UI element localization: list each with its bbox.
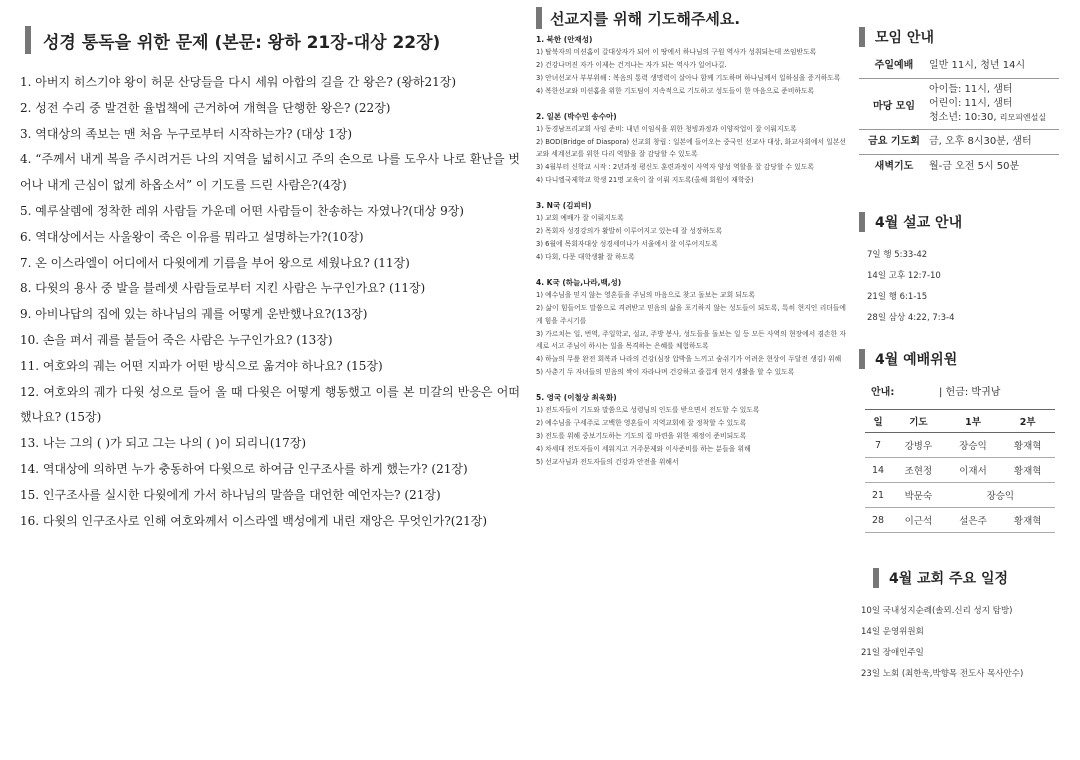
- prayer-item: 4) 복한선교와 미션홈을 위한 기도팀이 지속적으로 기도하고 성도들이 한 마음으로 준비하도록: [536, 86, 815, 95]
- question-item: 11. 여호와의 궤는 어떤 지파가 어떤 방식으로 옮겨야 하나요? (15장): [20, 358, 383, 373]
- prayer-item: 2) 삶이 힘들어도 말씀으로 격려받고 믿음의 삶을 포기하지 않는 성도들이 되도록, 특히 현지인 리더들에게 힘을 주시기를: [536, 303, 846, 325]
- mission-section-uk: [536, 391, 846, 469]
- meeting-title: 모임 안내: [875, 30, 934, 46]
- meeting-value: [929, 79, 1059, 129]
- section-name: 1. 북한 (안재성): [536, 35, 593, 44]
- question-item: 7. 온 이스라엘이 어디에서 다윗에게 기름을 부어 왕으로 세웠나요? (11장): [20, 255, 410, 270]
- cell: 21: [865, 483, 891, 508]
- question-item: 16. 다윗의 인구조사로 인해 여호와께서 이스라엘 백성에게 내린 재앙은 무엇인가?(21장): [20, 513, 488, 528]
- prayer-item: 3) 6월에 목회자대상 성경세미나가 서울에서 잘 이루어지도록: [536, 239, 718, 248]
- question-list: [20, 70, 520, 534]
- mission-title: 선교지를 위해 기도해주세요.: [550, 9, 741, 28]
- meeting-label: 새벽기도: [874, 161, 914, 172]
- sermon-header: [859, 212, 962, 232]
- mission-section-japan: [536, 110, 846, 188]
- cell: 황재혁: [1000, 508, 1055, 533]
- col-header: 2부: [1000, 410, 1055, 433]
- sermon-item: 21일 행 6:1-15: [867, 292, 928, 302]
- meeting-label: 주일예배: [874, 60, 914, 71]
- worship-header-row: [865, 410, 1055, 433]
- meeting-row: [859, 155, 1059, 179]
- prayer-item: 4) 차세대 전도자들이 세워지고 거주문제와 이사준비를 하는 분들을 위해: [536, 444, 751, 453]
- meeting-header: [859, 27, 934, 47]
- mission-section-north-korea: [536, 33, 846, 98]
- cell: 7: [865, 433, 891, 458]
- mission-header: [536, 7, 740, 29]
- schedule-list: [861, 601, 1023, 685]
- section-name: 5. 영국 (이철상 최욱화): [536, 393, 617, 403]
- cell: 박문숙: [891, 483, 946, 508]
- cell: 강병우: [891, 433, 946, 458]
- schedule-item: 10일 국내성지순례(솔뫼.신리 성지 탐방): [861, 606, 1013, 616]
- table-row: [865, 508, 1055, 533]
- meeting-value: 일반 11시, 청년 14시: [929, 60, 1026, 71]
- cell: 14: [865, 458, 891, 483]
- prayer-item: 1) 전도자들이 기도와 말씀으로 성령님의 인도를 받으면서 전도할 수 있도록: [536, 406, 760, 415]
- question-item: 10. 손을 펴서 궤를 붙들어 죽은 사람은 누구인가요? (13장): [20, 332, 333, 347]
- section-name: 3. N국 (김피터): [536, 201, 592, 211]
- title-bar-marker: [873, 568, 879, 588]
- schedule-item: 21일 장애인주일: [861, 648, 924, 658]
- table-row: [865, 458, 1055, 483]
- prayer-item: 2) 예수님을 구세주로 고백한 영혼들이 지역교회에 잘 정착할 수 있도록: [536, 419, 747, 428]
- cell: 28: [865, 508, 891, 533]
- col-header: 1부: [946, 410, 1001, 433]
- cell: 장승익: [946, 483, 1055, 508]
- title-bar-marker: [536, 7, 542, 29]
- question-item: 14. 역대상에 의하면 누가 충동하여 다윗으로 하여금 인구조사를 하게 했는가? (21장): [20, 461, 468, 476]
- title-bar-marker: [25, 26, 31, 54]
- question-item: 4. “주께서 내게 복을 주시려거든 나의 지역을 넓히시고 주의 손으로 나를 도우사 나로 환난을 벗어나 내게 근심이 없게 하옵소서” 이 기도를 드린 사람은?(4장): [20, 152, 520, 193]
- meeting-value: 월-금 오전 5시 50분: [929, 161, 1020, 172]
- section-name: 2. 일본 (박수민 송수아): [536, 111, 617, 121]
- prayer-item: 1) 탈북자의 미션홈이 갈대상자가 되어 이 땅에서 하나님의 구원 역사가 성취되는데 쓰임받도록: [536, 48, 817, 56]
- cell: 이재서: [946, 458, 1001, 483]
- question-item: 2. 성전 수리 중 발견한 율법책에 근거하여 개혁을 단행한 왕은? (22장): [20, 100, 391, 115]
- cell: 이근석: [891, 508, 946, 533]
- prayer-item: 3) 4월부터 신학교 시작 : 2년과정 평신도 훈련과정이 사역자 양성 역할을 잘 감당할 수 있도록: [536, 163, 814, 172]
- meeting-line-text: 청소년: 10:30,: [929, 112, 1000, 123]
- table-row: [865, 433, 1055, 458]
- meeting-label: 마당 모임: [872, 100, 916, 112]
- question-item: 12. 여호와의 궤가 다윗 성으로 들어 올 때 다윗은 어떻게 행동했고 이를 본 미갈의 반응은 어떠했나요? (15장): [20, 384, 520, 425]
- section-name: 4. K국 (하늘,나라,백,성): [536, 277, 622, 287]
- meeting-row: [859, 130, 1059, 155]
- prayer-item: 5) 사춘기 두 자녀들의 믿음의 싹이 자라나며 건강하고 즐겁게 현지 생활을 할 수 있도록: [536, 368, 795, 377]
- meeting-line: 어린이: 11시, 샘터: [929, 98, 1013, 109]
- prayer-item: 3) 전도를 위해 중보기도하는 기도의 집 마련을 위한 재정이 준비되도록: [536, 431, 747, 440]
- sermon-item: 14일 고후 12:7-10: [867, 271, 941, 281]
- schedule-title: 4월 교회 주요 일정: [889, 571, 1009, 587]
- sermon-list: [867, 245, 955, 329]
- prayer-item: 2) 건강나머진 자가 이제는 건겨나는 자가 되는 역사가 일어나길.: [536, 60, 727, 69]
- meeting-label: 금요 기도회: [868, 136, 920, 147]
- worship-header: [859, 349, 957, 369]
- question-item: 8. 다윗의 용사 중 발을 블레셋 사람들로부터 지킨 사람은 누구인가요? (11장): [20, 281, 426, 296]
- mission-section-k-country: [536, 276, 846, 379]
- cell: 장승익: [946, 433, 1001, 458]
- meeting-row: [859, 79, 1059, 130]
- prayer-item: 4) 다니엘국제학교 학생 21명 교육이 잘 이뤄 지도록(올해 회원이 재학중): [536, 176, 754, 185]
- meeting-row: [859, 54, 1059, 79]
- cell: 조현정: [891, 458, 946, 483]
- prayer-item: 4) 다회, 다문 대학생활 잘 하도록: [536, 252, 635, 261]
- cell: 황재혁: [1000, 458, 1055, 483]
- question-item: 3. 역대상의 족보는 맨 처음 누구로부터 시작하는가? (대상 1장): [20, 126, 353, 141]
- meeting-line: 아이들: 11시, 샘터: [929, 84, 1013, 95]
- table-row: [865, 483, 1055, 508]
- question-item: 1. 아버지 히스기야 왕이 허문 산당들을 다시 세워 아합의 길을 간 왕은? (왕하21장): [20, 75, 457, 89]
- sermon-title: 4월 설교 안내: [875, 215, 963, 231]
- mission-section-n-country: [536, 199, 846, 264]
- offering-label: | 헌금: 박귀남: [939, 387, 1001, 398]
- schedule-item: 14일 운영위원회: [861, 627, 924, 637]
- mission-sections: [536, 33, 846, 481]
- bible-quiz-title: 성경 통독을 위한 문제 (본문: 왕하 21장-대상 22장): [43, 32, 441, 53]
- prayer-item: 1) 교회 예배가 잘 이뤄지도록: [536, 214, 624, 223]
- question-item: 13. 나는 그의 ( )가 되고 그는 나의 ( )이 되리니(17장): [20, 436, 307, 451]
- cell: 황재혁: [1000, 433, 1055, 458]
- sermon-item: 28일 삼상 4:22, 7:3-4: [867, 313, 955, 323]
- title-bar-marker: [859, 212, 865, 232]
- question-item: 5. 예루살렘에 정착한 레위 사람들 가운데 어떤 사람들이 찬송하는 자였나?(대상 9장): [20, 203, 464, 218]
- title-bar-marker: [859, 27, 865, 47]
- meeting-value: 금, 오후 8시30분, 샘터: [929, 136, 1032, 147]
- prayer-item: 2) 목회자 성경강의가 활발히 이루어지고 있는데 잘 성장하도록: [536, 227, 723, 236]
- meeting-line: [929, 111, 1059, 125]
- question-item: 9. 아비나답의 집에 있는 하나님의 궤를 어떻게 운반했나요?(13장): [20, 307, 368, 322]
- worship-guide-line: [871, 383, 1000, 398]
- question-item: 6. 역대상에서는 사울왕이 죽은 이유를 뭐라고 설명하는가?(10장): [20, 229, 364, 244]
- prayer-item: 1) 예수님을 믿지 않는 영혼들을 주님의 마음으로 찾고 돌보는 교회 되도록: [536, 290, 755, 299]
- guide-label: 안내:: [871, 387, 895, 398]
- bible-quiz-header: [25, 26, 440, 54]
- title-bar-marker: [859, 349, 865, 369]
- prayer-item: 1) 동경남프리교회 사임 준비: 내년 이임식을 위한 청빙과정과 이양작업이 잘 이뤄지도록: [536, 124, 797, 133]
- worship-title: 4월 예배위원: [875, 352, 958, 368]
- question-item: 15. 인구조사를 실시한 다윗에게 가서 하나님의 말씀을 대언한 예언자는? (21장): [20, 487, 441, 502]
- schedule-header: [873, 568, 1008, 588]
- prayer-item: 4) 하늘의 무릎 완전 회복과 나라의 건강(심장 압박을 느끼고 숨쉬기가 어려운 현상이 두달전 생김) 위해: [536, 355, 842, 364]
- sermon-item: 7일 행 5:33-42: [867, 250, 928, 260]
- worship-table: [865, 409, 1055, 533]
- meeting-table: [859, 54, 1059, 179]
- prayer-item: 5) 선교사님과 전도자들의 건강과 안전을 위해서: [536, 457, 679, 466]
- col-header: 기도: [891, 410, 946, 433]
- col-header: 일: [865, 410, 891, 433]
- prayer-item: 3) 안녀선교사 부부위해 : 복음의 통력 생명력이 살아나 함께 기도하며 하나님께서 일하심을 증거하도록: [536, 73, 841, 82]
- cell: 설은주: [946, 508, 1001, 533]
- schedule-item: 23일 노회 (최한욱,박향목 전도사 목사안수): [861, 669, 1024, 679]
- prayer-item: 2) BOD(Bridge of Diaspora) 선교회 창립 : 일본에 들어오는 중국인 선교사 대상, 화교사회에서 일본선교와 세계선교를 위한 다리 역할을 잘 감당할 수 있도록: [536, 137, 846, 159]
- prayer-item: 3) 가르치는 일, 번역, 주일학교, 설교, 주방 봉사, 성도들을 돌보는 일 등 모든 사역의 현장에서 겸손한 자세로 서고 주님이 하시는 일을 목격하는 은혜를 체험하도록: [536, 329, 846, 351]
- meeting-place: 리모피엔설실: [999, 113, 1047, 122]
